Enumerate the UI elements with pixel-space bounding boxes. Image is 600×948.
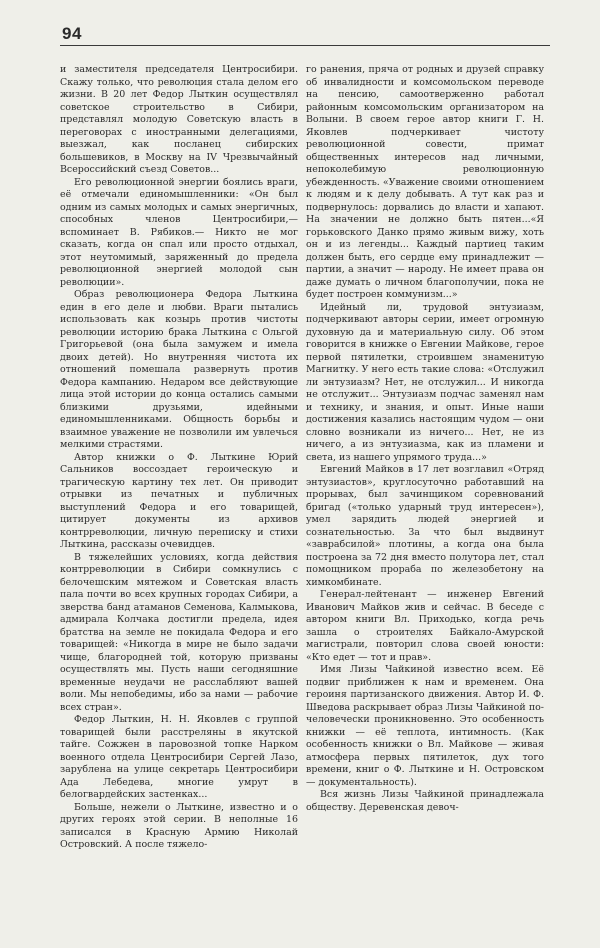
paragraph: Имя Лизы Чайкиной известно всем. Её подвиг приближен к нам и временем. Она героиня партизанского движения. Автор И. Ф. Шведова раскрывает образ Лизы Чайкиной по-человечески проникновенно. Это особенность книжки — её теплота, интимность. (Как особенность книжки о Вл. Майкове — живая атмосфера первых пятилеток, дух того времени, книг о Ф. Лыткине и Н. Островском — документальность). (306, 664, 544, 788)
paragraph: Идейный ли, трудовой энтузиазм, подчеркивают авторы серии, имеет огромную духовную да и материальную силу. Об этом говорится в книжке о Евгении Майкове, герое первой пятилетки, строившем знаменитую Магнитку. У него есть такие слова: «Отслужил ли энтузиазм? Нет, не отслужил... И никогда не отслужит... Энтузиазм подчас заменял нам и технику, и знания, и опыт. Иные наши достижения казались настоящим чудом — они словно возникали из ничего... Нет, не из ничего, а из энтузиазма, как из пламени и света, из нашего упрямого труда...» (306, 301, 544, 463)
right-column (306, 64, 544, 814)
paragraph: Вся жизнь Лизы Чайкиной принадлежала обществу. Деревенская девоч- (306, 789, 544, 813)
paragraph: Больше, нежели о Лыткине, известно и о других героях этой серии. В неполные 16 записался в Красную Армию Николай Островский. А после тяжело- (60, 801, 298, 850)
paragraph: го ранения, пряча от родных и друзей справку об инвалидности и комсомольском переводе на пенсию, самоотверженно работал районным комсомольским организатором на Волыни. В своем герое автор книги Г. Н. Яковлев подчеркивает чистоту революционной совести, примат общественных интересов над личными, непоколебимую революционную убежденность. «Уважение своими отношением к людям и к делу добывать. А тут как раз и подвернулось: дорвались до власти и хапают. На значении не должно быть пятен...«Я горьковского Данко прямо живым вижу, хоть он и из легенды... Каждый партиец таким должен быть, его сердце ему принадлежит — партии, а значит — народу. Не имеет права он даже думать о личном благополучии, пока не будет построен коммунизм...» (306, 64, 544, 300)
paragraph: Его революционной энергии боялись враги, её отмечали единомышленники: «Он был одним из самых молодых и самых энергичных, способных членов Центросибири,— вспоминает В. Рябиков.— Никто не мог сказать, когда он спал или просто отдыхал, этот неутомимый, заряженный до предела революционной энергией молодой сын революции». (60, 176, 298, 288)
paragraph: В тяжелейших условиях, когда действия контрреволюции в Сибири сомкнулись с белочешским мятежом и Советская власть пала почти во всех крупных городах Сибири, а зверства банд атаманов Семенова, Калмыкова, адмирала Колчака достигли предела, идея братства на земле не покидала Федора и его товарищей: «Никогда в мире не было задачи чище, благородней той, которую призваны осуществлять мы. Пусть наши сегодняшние временные неудачи не расслабляют вашей воли. Мы непобедимы, ибо за нами — рабочие всех стран». (60, 551, 298, 713)
header-rule (60, 45, 550, 46)
paragraph: Автор книжки о Ф. Лыткине Юрий Сальников воссоздает героическую и трагическую картину тех лет. Он приводит отрывки из печатных и публичных выступлений Федора и его товарищей, цитирует документы из архивов контрреволюции, личную переписку и стихи Лыткина, рассказы очевидцев. (60, 451, 298, 550)
page-number: 94 (62, 24, 82, 43)
paragraph: и заместителя председателя Центросибири. Скажу только, что революция стала делом его жизни. В 20 лет Федор Лыткин осуществлял советское строительство в Сибири, представлял молодую Советскую власть в переговорах с иностранными делегациями, выезжал, как посланец сибирских большевиков, в Москву на IV Чрезвычайный Всероссийский съезд Советов... (60, 64, 298, 175)
left-column (60, 64, 298, 852)
paragraph: Образ революционера Федора Лыткина един в его деле и любви. Враги пытались использовать как козырь против чистоты революции историю брака Лыткина с Ольгой Григорьевой (она была замужем и имела двоих детей). Но внутренняя чистота их отношений помешала развернуть против Федора кампанию. Недаром все действующие лица этой истории до конца остались самыми близкими друзьями, идейными единомышленниками. Общность борьбы и взаимное уважение не позволили им увлечься мелкими страстями. (60, 289, 298, 450)
paragraph: Генерал-лейтенант — инженер Евгений Иванович Майков жив и сейчас. В беседе с автором книги Вл. Приходько, когда речь зашла о строителях Байкало-Амурской магистрали, повторил слова своей юности: «Кто едет — тот и прав». (306, 589, 544, 663)
paragraph: Евгений Майков в 17 лет возглавил «Отряд энтузиастов», круглосуточно работавший на прорывах, был зачинщиком соревнований бригад («только ударный труд интересен»), умел зарядить людей энергией и сознательностью. За что был выдвинут «заврабсилой» плотины, а когда она была построена за 72 дня вместо полутора лет, стал помощником прораба по железобетону на химкомбинате. (306, 464, 544, 588)
paragraph: Федор Лыткин, Н. Н. Яковлев с группой товарищей были расстреляны в якутской тайге. Сожжен в паровозной топке Нарком военного отдела Центросибири Сергей Лазо, зарублена на улице секретарь Центросибири Ада Лебедева, многие умрут в белогвардейских застенках... (60, 714, 298, 800)
